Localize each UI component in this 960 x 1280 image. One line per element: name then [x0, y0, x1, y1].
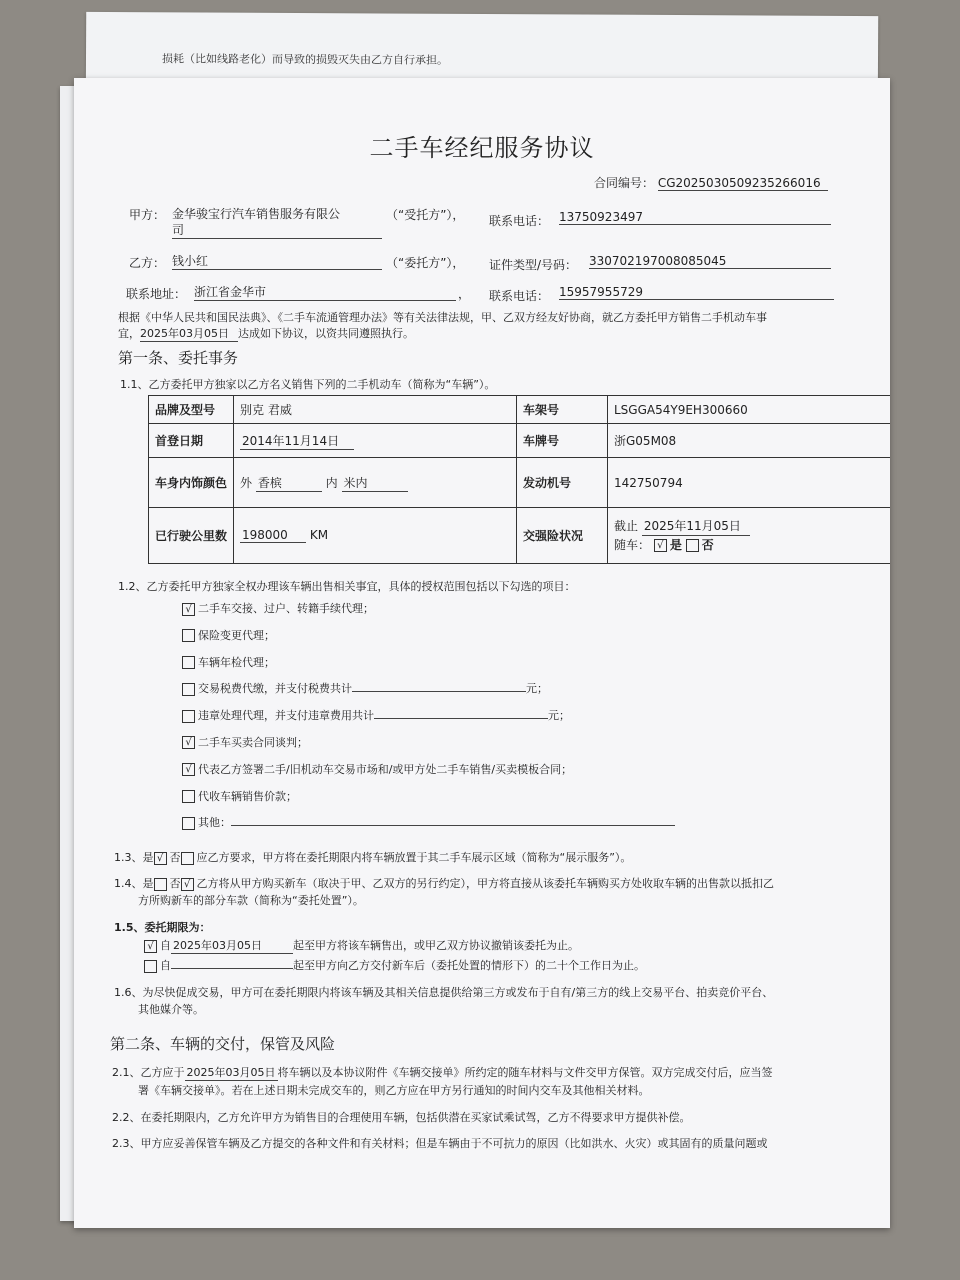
party-a-phone-label: 联系电话：	[489, 214, 550, 228]
contract-number	[594, 174, 828, 191]
clause-2-1-text: 将车辆以及本协议附件《车辆交接单》所约定的随车材料与文件交甲方保管。双方完成交付后，应当签	[277, 1066, 773, 1079]
table-row	[149, 424, 891, 458]
option-label: 交易税费代缴，并支付税费共计	[198, 682, 352, 696]
option-checkbox[interactable]	[182, 656, 195, 669]
party-b-id-label: 证件类型/号码：	[489, 258, 578, 272]
party-b-name: 钱小红	[172, 252, 382, 270]
clause-2-1-prefix: 2.1、乙方应于	[112, 1066, 185, 1079]
reg-date-label: 首登日期	[149, 424, 234, 458]
contact-phone-label: 联系电话：	[489, 289, 550, 303]
tax-amount-field[interactable]	[352, 679, 526, 692]
term-1-date: 2025年03月05日	[171, 937, 293, 954]
contract-number-label: 合同编号：	[594, 176, 655, 190]
option-checkbox[interactable]	[182, 817, 195, 830]
list-item	[182, 623, 675, 650]
mileage-unit: KM	[309, 528, 329, 542]
clause-2-2: 2.2、在委托期限内，乙方允许甲方为销售目的合理使用车辆，包括供潜在买家试乘试驾，乙方不得要求甲方提供补偿。	[112, 1111, 691, 1124]
preamble-line2-prefix: 宜，	[118, 327, 140, 340]
clause-1-2: 1.2、乙方委托甲方独家全权办理该车辆出售相关事宜，具体的授权范围包括以下勾选的项目：	[118, 580, 576, 593]
preamble-line2-suffix: 达成如下协议，以资共同遵照执行。	[238, 327, 414, 340]
brand-label: 品牌及型号	[149, 396, 234, 424]
party-b-label: 乙方：	[129, 256, 166, 270]
option-label: 其他：	[198, 816, 231, 830]
clause-1-3-no-label: 否	[169, 851, 181, 864]
clause-1-4	[114, 875, 774, 891]
insurance-with-label: 随车：	[614, 538, 651, 552]
option-label: 车辆年检代理；	[198, 655, 275, 669]
interior-label: 内	[325, 475, 338, 490]
option-label: 保险变更代理；	[198, 628, 275, 642]
clause-2-1-line2: 署《车辆交接单》。若在上述日期未完成交车的，则乙方应在甲方另行通知的时间内交车及其他相关材料。	[138, 1084, 650, 1097]
back-sheet-text: 损耗（比如线路老化）而导致的损毁灭失由乙方自行承担。	[161, 52, 449, 67]
insurance-yes-checkbox[interactable]: √	[654, 539, 667, 552]
list-item	[182, 757, 675, 784]
insurance-cell	[608, 508, 891, 564]
option-label: 违章处理代理，并支付违章费用共计	[198, 709, 374, 723]
mileage-label: 已行驶公里数	[149, 508, 234, 564]
list-item	[182, 676, 675, 703]
option-checkbox[interactable]: √	[182, 736, 195, 749]
document-title: 二手车经纪服务协议	[369, 134, 595, 162]
party-a-phone: 13750923497	[559, 210, 831, 225]
vin-value: LSGGA54Y9EH300660	[608, 396, 891, 424]
reg-date-value: 2014年11月14日	[240, 432, 354, 450]
showcase-no-checkbox[interactable]	[181, 852, 194, 865]
section-1-title: 第一条、委托事务	[118, 349, 239, 367]
violation-amount-field[interactable]	[374, 706, 548, 719]
clause-1-4-text: 乙方将从甲方购买新车（取决于甲、乙双方的另行约定），甲方将直接从该委托车辆购买方处收取车辆的出售款以抵扣乙	[196, 877, 774, 890]
disposal-yes-checkbox[interactable]	[154, 878, 167, 891]
mileage-cell	[234, 508, 517, 564]
insurance-label: 交强险状况	[517, 508, 608, 564]
option-checkbox[interactable]	[182, 710, 195, 723]
option-checkbox[interactable]: √	[182, 763, 195, 776]
list-item	[182, 730, 675, 757]
authorization-options	[182, 596, 675, 837]
party-a-name-line2: 司	[172, 223, 185, 237]
term-1-checkbox[interactable]: √	[144, 940, 157, 953]
reg-date-cell	[234, 424, 517, 458]
insurance-until-label: 截止	[614, 519, 639, 533]
clause-1-5: 1.5、委托期限为：	[114, 921, 211, 934]
clause-2-3: 2.3、甲方应妥善保管车辆及乙方提交的各种文件和有关材料；但是车辆由于不可抗力的原因（比如洪水、火灾）或其固有的质量问题或	[112, 1137, 768, 1150]
option-label: 代表乙方签署二手/旧机动车交易市场和/或甲方处二手车销售/买卖模板合同；	[198, 762, 573, 776]
option-label: 二手车交接、过户、转籍手续代理；	[198, 602, 374, 615]
list-item	[182, 596, 675, 623]
preamble-line1: 根据《中华人民共和国民法典》、《二手车流通管理办法》等有关法律法规，甲、乙双方经友好协商，就乙方委托甲方销售二手机动车事	[118, 311, 767, 324]
party-a-name	[172, 206, 382, 239]
clause-1-6-line2: 其他媒介等。	[138, 1003, 204, 1016]
interior-color: 米内	[342, 474, 408, 492]
other-field[interactable]	[231, 813, 675, 826]
contract-page	[74, 78, 890, 1228]
option-checkbox[interactable]: √	[182, 603, 195, 616]
preamble-date: 2025年03月05日	[140, 325, 238, 342]
party-a-name-line1: 金华骏宝行汽车销售服务有限公	[172, 207, 341, 221]
insurance-no-label: 否	[701, 538, 714, 552]
table-row	[149, 508, 891, 564]
term-2-prefix: 自	[160, 959, 171, 972]
term-1-prefix: 自	[160, 939, 171, 952]
party-b-role: （“委托方”），	[386, 256, 465, 270]
term-option-2	[144, 956, 645, 973]
clause-1-4-yes-label: 1.4、是	[114, 877, 154, 890]
plate-label: 车牌号	[517, 424, 608, 458]
clause-1-3-yes-label: 1.3、是	[114, 851, 154, 864]
preamble-line2	[118, 325, 414, 342]
clause-2-1-date: 2025年03月05日	[186, 1066, 276, 1079]
insurance-until: 2025年11月05日	[642, 517, 750, 536]
engine-label: 发动机号	[517, 458, 608, 508]
clause-1-3-text: 应乙方要求，甲方将在委托期限内将车辆放置于其二手车展示区域（简称为“展示服务”）。	[196, 851, 632, 864]
party-b-id: 330702197008085045	[589, 254, 831, 269]
party-a-role: （“受托方”），	[386, 208, 465, 222]
brand-value: 别克 君威	[234, 396, 517, 424]
insurance-yes-label: 是	[669, 538, 682, 552]
list-item	[182, 650, 675, 677]
option-suffix: 元；	[526, 682, 548, 696]
term-2-text: 起至甲方向乙方交付新车后（委托处置的情形下）的二十个工作日为止。	[293, 959, 645, 972]
color-label: 车身内饰颜色	[149, 458, 234, 508]
term-2-checkbox[interactable]	[144, 960, 157, 973]
clause-1-4-no-label: 否	[169, 877, 181, 890]
color-cell	[234, 458, 517, 508]
engine-value: 142750794	[608, 458, 891, 508]
clause-2-1	[112, 1064, 773, 1081]
contact-phone: 15957955729	[559, 285, 834, 300]
term-2-date-field[interactable]	[171, 956, 293, 969]
contact-address-label: 联系地址：	[126, 287, 187, 301]
option-checkbox[interactable]	[182, 629, 195, 642]
showcase-yes-checkbox[interactable]: √	[154, 852, 167, 865]
option-suffix: 元；	[548, 709, 570, 723]
contact-address-end: ，	[458, 287, 471, 301]
exterior-color: 香槟	[256, 474, 322, 492]
mileage-value: 198000	[240, 528, 306, 543]
disposal-no-checkbox[interactable]: √	[181, 878, 194, 891]
plate-value: 浙G05M08	[608, 424, 891, 458]
list-item	[182, 784, 675, 811]
party-a-label: 甲方：	[129, 208, 166, 222]
contact-address: 浙江省金华市	[194, 283, 456, 301]
clause-1-1: 1.1、乙方委托甲方独家以乙方名义销售下列的二手机动车（简称为“车辆”）。	[120, 378, 496, 391]
table-row	[149, 458, 891, 508]
clause-1-4-line2: 方所购新车的部分车款（简称为“委托处置”）。	[138, 894, 364, 907]
term-option-1	[144, 937, 579, 954]
option-checkbox[interactable]	[182, 790, 195, 803]
option-checkbox[interactable]	[182, 683, 195, 696]
insurance-no-checkbox[interactable]	[686, 539, 699, 552]
option-label: 二手车买卖合同谈判；	[198, 735, 308, 749]
option-label: 代收车辆销售价款；	[198, 789, 297, 803]
vin-label: 车架号	[517, 396, 608, 424]
table-row	[149, 396, 891, 424]
term-1-text: 起至甲方将该车辆售出，或甲乙双方协议撤销该委托为止。	[293, 939, 579, 952]
vehicle-table	[148, 395, 890, 564]
section-2-title: 第二条、车辆的交付，保管及风险	[110, 1035, 336, 1053]
list-item	[182, 810, 675, 837]
clause-1-6: 1.6、为尽快促成交易，甲方可在委托期限内将该车辆及其相关信息提供给第三方或发布于自有/第三方的线上交易平台、拍卖竞价平台、	[114, 986, 774, 999]
clause-1-3	[114, 849, 631, 865]
exterior-label: 外	[240, 475, 253, 490]
contract-number-value: CG2025030509235266016	[658, 176, 828, 191]
list-item	[182, 703, 675, 730]
